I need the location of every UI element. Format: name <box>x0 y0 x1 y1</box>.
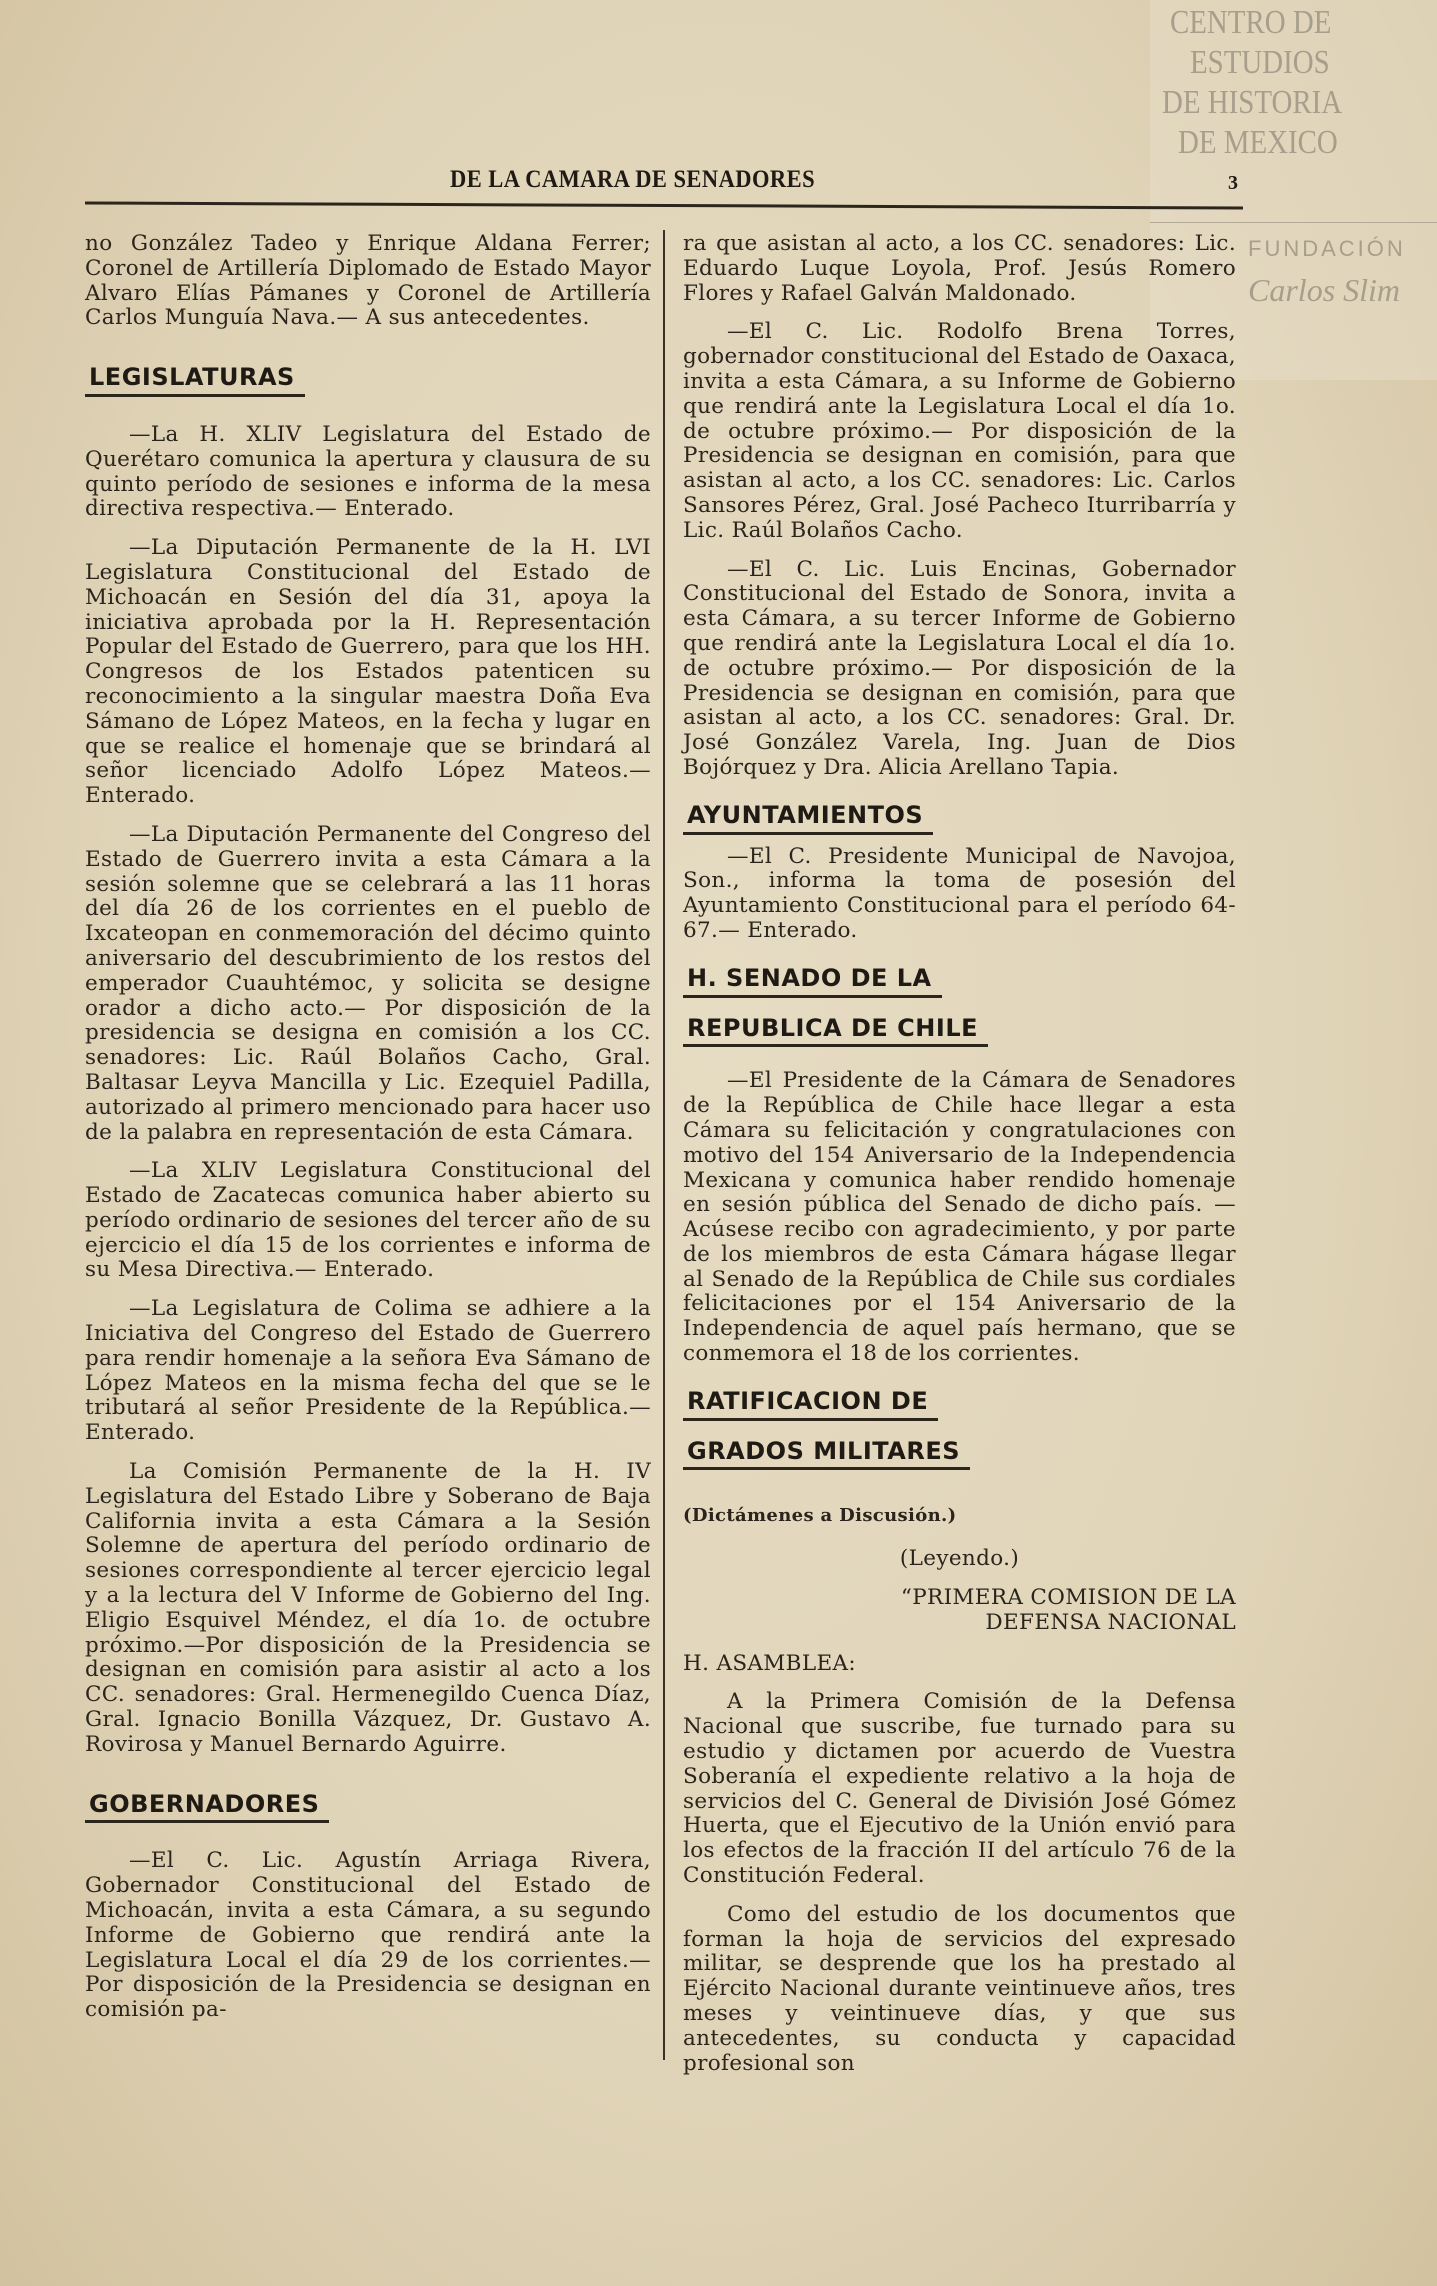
leyendo-label: (Leyendo.) <box>899 1546 1020 1572</box>
watermark-line: CENTRO DE <box>1170 4 1332 41</box>
paragraph: —La XLIV Legislatura Constitucional del Estado de Zacatecas comunica haber abierto su período ordinario de sesiones del tercer año de su ejercicio el día 15 de los corrientes e informa de su Mesa Directiva.— Enterado. <box>85 1158 651 1283</box>
paragraph: —El C. Lic. Rodolfo Brena Torres, gobernador constitucional del Estado de Oaxaca, invita a esta Cámara, a su Informe de Gobierno que rendirá ante la Legislatura Local el día 1o. de octubre próximo.— Por disposición de la Presidencia se designan en comisión, para que asistan al acto, a los CC. senadores: Lic. Carlos Sansores Pérez, Gral. José Pacheco Iturribarría y Lic. Raúl Bolaños Cacho. <box>683 319 1236 543</box>
paragraph: —La Diputación Permanente de la H. LVI Legislatura Constitucional del Estado de Michoacán en Sesión del día 31, apoya la iniciativa aprobada por la H. Representación Popular del Estado de Guerrero, para que los HH. Congresos de los Estados patenticen su reconocimiento a la singular maestra Doña Eva Sámano de López Mateos, en la fecha y lugar en que se realice el homenaje que se brindará al señor licenciado Adolfo López Mateos.—Enterado. <box>85 535 651 809</box>
paragraph: —El C. Presidente Municipal de Navojoa, Son., informa la toma de posesión del Ayuntamiento Constitucional para el período 64-67.— Enterado. <box>683 843 1236 943</box>
paragraph: —El Presidente de la Cámara de Senadores de la República de Chile hace llegar a esta Cámara su felicitación y congratulaciones con motivo del 154 Aniversario de la Independencia Mexicana y comunica haber rendido homenaje en sesión pública del Senado de dicho país. —Acúsese recibo con agradecimiento, y por parte de los miembros de esta Cámara hágase llegar al Senado de la República de Chile sus cordiales felicitaciones por el 154 Aniversario de la Independencia de aquel país hermano, que se conmemora el 18 de los corrientes. <box>683 1068 1236 1367</box>
watermark-line: DE HISTORIA <box>1162 84 1343 121</box>
page-number: 3 <box>1228 172 1238 194</box>
section-heading-senado-line2: REPUBLICA DE CHILE <box>683 1016 988 1048</box>
comision-title-line2: DEFENSA NACIONAL <box>985 1609 1236 1635</box>
paragraph: no González Tadeo y Enrique Aldana Ferrer; Coronel de Artillería Diplomado de Estado Mayor Alvaro Elías Pámanes y Coronel de Artillería Carlos Munguía Nava.— A sus antecedentes. <box>85 231 651 331</box>
left-column <box>85 232 651 2037</box>
paragraph: —El C. Lic. Luis Encinas, Gobernador Constitucional del Estado de Sonora, invita a esta Cámara, a su tercer Informe de Gobierno que rendirá ante la Legislatura Local el día 1o. de octubre próximo.— Por disposición de la Presidencia se designan en comisión, para que asistan al acto, a los CC. senadores: Gral. Dr. José González Varela, Ing. Juan de Dios Bojórquez y Dra. Alicia Arellano Tapia. <box>683 556 1236 780</box>
paragraph: —El C. Lic. Agustín Arriaga Rivera, Gobernador Constitucional del Estado de Michoacán, invita a esta Cámara, a su segundo Informe de Gobierno que rendirá ante la Legislatura Local el día 29 de los corrientes.— Por disposición de la Presidencia se designan en comisión pa- <box>85 1848 651 2023</box>
section-heading-senado-line1: H. SENADO DE LA <box>683 966 942 998</box>
watermark-divider <box>1150 222 1437 223</box>
watermark-signature: Carlos Slim <box>1248 272 1401 308</box>
watermark-line: ESTUDIOS <box>1190 44 1330 81</box>
dictamenes-label: (Dictámenes a Discusión.) <box>683 1505 957 1527</box>
section-heading-legislaturas: LEGISLATURAS <box>85 365 305 397</box>
paragraph: —La Diputación Permanente del Congreso del Estado de Guerrero invita a esta Cámara a la sesión solemne que se celebrará a las 11 horas del día 26 de los corrientes en el pueblo de Ixcateopan en conmemoración del décimo quinto aniversario del descubrimiento de los restos del emperador Cuauhtémoc, y solicita se designe orador a dicho acto.— Por disposición de la presidencia se designa en comisión a los CC. senadores: Lic. Raúl Bolaños Cacho, Gral. Baltasar Leyva Mancilla y Lic. Ezequiel Padilla, autorizado al primero mencionado para hacer uso de la palabra en representación de esta Cámara. <box>85 821 651 1145</box>
section-heading-ayuntamientos: AYUNTAMIENTOS <box>683 803 933 835</box>
paragraph: —La H. XLIV Legislatura del Estado de Querétaro comunica la apertura y clausura de su quinto período de sesiones e informa de la mesa directiva respectiva.— Enterado. <box>85 421 651 522</box>
watermark-fundacion: FUNDACIÓN <box>1248 236 1406 261</box>
paragraph: —La Legislatura de Colima se adhiere a la Iniciativa del Congreso del Estado de Guerrero para rendir homenaje a la señora Eva Sámano de López Mateos en la misma fecha del que se le tributará al señor Presidente de la República.— Enterado. <box>85 1296 651 1446</box>
paragraph: La Comisión Permanente de la H. IV Legislatura del Estado Libre y Soberano de Baja California invita a esta Cámara a la Sesión Solemne de apertura del período ordinario de sesiones correspondiente al tercer ejercicio legal y a la lectura del V Informe de Gobierno del Ing. Eligio Esquivel Méndez, el día 1o. de octubre próximo.—Por disposición de la Presidencia se designan en comisión para asistir al acto a los CC. senadores: Gral. Hermenegildo Cuenca Díaz, Gral. Ignacio Bonilla Vázquez, Dr. Gustavo A. Rovirosa y Manuel Bernardo Aguirre. <box>85 1459 651 1757</box>
comision-title-line1: “PRIMERA COMISION DE LA <box>900 1585 1236 1611</box>
paragraph: Como del estudio de los documentos que forman la hoja de servicios del expresado militar, se desprende que los ha prestado al Ejército Nacional durante veintinueve años, tres meses y veintinueve días, y que sus antecedentes, su conducta y capacidad profesional son <box>683 1901 1236 2076</box>
right-column <box>683 232 1236 2090</box>
asamblea-label: H. ASAMBLEA: <box>683 1650 856 1676</box>
watermark-line: DE MEXICO <box>1178 124 1338 161</box>
paragraph: A la Primera Comisión de la Defensa Nacional que suscribe, fue turnado para su estudio y dictamen por acuerdo de Vuestra Soberanía el expediente relativo a la hoja de servicios del C. General de División José Gómez Huerta, que el Ejecutivo de la Unión envió para los efectos de la fracción II del artículo 76 de la Constitución Federal. <box>683 1689 1236 1889</box>
running-header: DE LA CAMARA DE SENADORES <box>450 166 816 193</box>
section-heading-ratificacion-line1: RATIFICACION DE <box>683 1389 938 1421</box>
section-heading-gobernadores: GOBERNADORES <box>85 1792 329 1824</box>
section-heading-ratificacion-line2: GRADOS MILITARES <box>683 1439 970 1471</box>
paragraph: ra que asistan al acto, a los CC. senadores: Lic. Eduardo Luque Loyola, Prof. Jesús Romero Flores y Rafael Galván Maldonado. <box>683 231 1236 306</box>
header-rule <box>85 201 1243 209</box>
column-divider <box>663 230 665 2060</box>
comision-title <box>683 1586 1236 1636</box>
